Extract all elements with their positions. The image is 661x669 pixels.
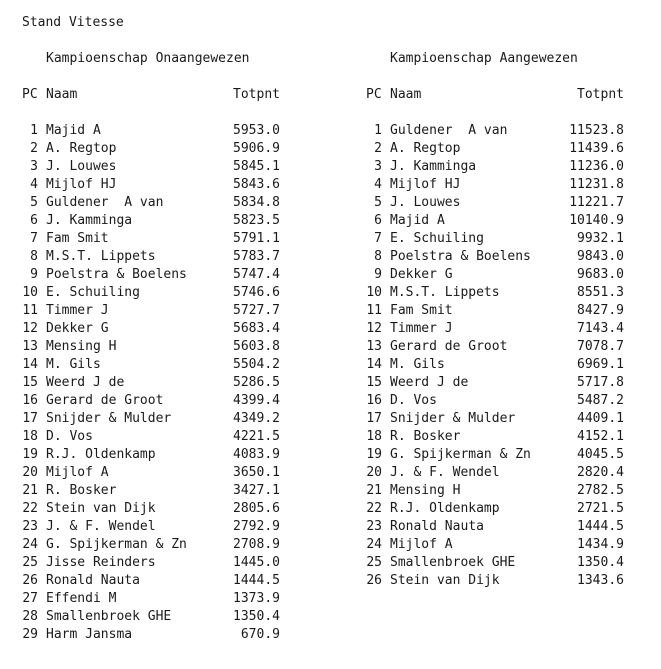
table-row — [366, 446, 624, 464]
name-cell: Stein van Dijk — [46, 501, 156, 516]
rank-cell: 5 — [30, 195, 38, 210]
points-cell: 5487.2 — [577, 393, 624, 408]
rank-cell: 26 — [366, 573, 382, 588]
table-row — [366, 482, 624, 500]
points-cell: 1445.0 — [233, 555, 280, 570]
name-cell: Fam Smit — [46, 231, 109, 246]
rank-cell: 1 — [30, 123, 38, 138]
table-row — [22, 194, 280, 212]
rank-cell: 19 — [22, 447, 38, 462]
points-cell: 6969.1 — [577, 357, 624, 372]
table-row — [366, 572, 624, 590]
rank-cell: 15 — [366, 375, 382, 390]
table-row — [22, 140, 280, 158]
rank-cell: 16 — [366, 393, 382, 408]
points-cell: 7143.4 — [577, 321, 624, 336]
table-row — [366, 194, 624, 212]
table-row — [22, 572, 280, 590]
points-cell: 2708.9 — [233, 537, 280, 552]
rank-cell: 1 — [374, 123, 382, 138]
table-row — [22, 446, 280, 464]
table-row — [22, 554, 280, 572]
rank-cell: 27 — [22, 591, 38, 606]
name-cell: Jisse Reinders — [46, 555, 156, 570]
rank-cell: 23 — [366, 519, 382, 534]
rank-cell: 11 — [22, 303, 38, 318]
header-naam: Naam — [390, 87, 422, 102]
name-cell: D. Vos — [390, 393, 437, 408]
points-cell: 11439.6 — [569, 141, 624, 156]
points-cell: 9843.0 — [577, 249, 624, 264]
name-cell: Guldener A van — [390, 123, 508, 138]
rank-cell: 24 — [22, 537, 38, 552]
points-cell: 1350.4 — [233, 609, 280, 624]
name-cell: M. Gils — [390, 357, 445, 372]
rank-cell: 10 — [366, 285, 382, 300]
points-cell: 670.9 — [240, 627, 280, 642]
points-cell: 5504.2 — [233, 357, 280, 372]
name-cell: Gerard de Groot — [390, 339, 508, 354]
name-cell: Timmer J — [46, 303, 109, 318]
table-row — [22, 410, 280, 428]
points-cell: 11221.7 — [569, 195, 624, 210]
rank-cell: 6 — [30, 213, 38, 228]
name-cell: M.S.T. Lippets — [46, 249, 156, 264]
name-cell: D. Vos — [46, 429, 93, 444]
section-heading — [22, 50, 280, 68]
rank-cell: 20 — [366, 465, 382, 480]
points-cell: 5286.5 — [233, 375, 280, 390]
section-heading-text: Kampioenschap Onaangewezen — [46, 51, 250, 66]
table-row — [366, 212, 624, 230]
table-row — [366, 410, 624, 428]
name-cell: R.J. Oldenkamp — [390, 501, 500, 516]
name-cell: Mijlof HJ — [390, 177, 461, 192]
points-cell: 4083.9 — [233, 447, 280, 462]
points-cell: 1444.5 — [233, 573, 280, 588]
table-row — [366, 248, 624, 266]
rank-cell: 21 — [366, 483, 382, 498]
table-row — [22, 392, 280, 410]
table-row — [366, 320, 624, 338]
name-cell: A. Regtop — [46, 141, 117, 156]
points-cell: 8551.3 — [577, 285, 624, 300]
table-row — [366, 140, 624, 158]
points-cell: 5843.6 — [233, 177, 280, 192]
table-row — [366, 158, 624, 176]
points-cell: 1434.9 — [577, 537, 624, 552]
points-cell: 5953.0 — [233, 123, 280, 138]
table-row — [22, 428, 280, 446]
rank-cell: 14 — [366, 357, 382, 372]
table-row — [366, 176, 624, 194]
rank-cell: 9 — [374, 267, 382, 282]
rank-cell: 18 — [22, 429, 38, 444]
standings-aangewezen — [366, 50, 624, 590]
points-cell: 5717.8 — [577, 375, 624, 390]
table-row — [366, 392, 624, 410]
name-cell: Weerd J de — [46, 375, 125, 390]
points-cell: 2792.9 — [233, 519, 280, 534]
name-cell: M. Gils — [46, 357, 101, 372]
table-row — [366, 356, 624, 374]
points-cell: 9683.0 — [577, 267, 624, 282]
name-cell: Smallenbroek GHE — [46, 609, 172, 624]
points-cell: 5834.8 — [233, 195, 280, 210]
name-cell: Snijder & Mulder — [390, 411, 516, 426]
name-cell: J. & F. Wendel — [46, 519, 156, 534]
points-cell: 8427.9 — [577, 303, 624, 318]
points-cell: 1343.6 — [577, 573, 624, 588]
rank-cell: 7 — [30, 231, 38, 246]
table-row — [366, 230, 624, 248]
points-cell: 1350.4 — [577, 555, 624, 570]
name-cell: J. & F. Wendel — [390, 465, 500, 480]
table-row — [22, 536, 280, 554]
rank-cell: 21 — [22, 483, 38, 498]
name-cell: J. Louwes — [46, 159, 117, 174]
rank-cell: 13 — [22, 339, 38, 354]
name-cell: Fam Smit — [390, 303, 453, 318]
header-pc: PC — [366, 87, 382, 102]
points-cell: 5783.7 — [233, 249, 280, 264]
name-cell: Ronald Nauta — [46, 573, 140, 588]
rank-cell: 18 — [366, 429, 382, 444]
name-cell: Harm Jansma — [46, 627, 133, 642]
table-row — [22, 176, 280, 194]
table-row — [22, 338, 280, 356]
standings-onaangewezen — [22, 50, 280, 644]
table-row — [22, 320, 280, 338]
points-cell: 5906.9 — [233, 141, 280, 156]
table-row — [22, 158, 280, 176]
points-cell: 5747.4 — [233, 267, 280, 282]
table-row — [366, 122, 624, 140]
header-pc: PC — [22, 87, 38, 102]
rank-cell: 17 — [22, 411, 38, 426]
rank-cell: 6 — [374, 213, 382, 228]
rank-cell: 16 — [22, 393, 38, 408]
rank-cell: 28 — [22, 609, 38, 624]
section-heading — [366, 50, 624, 68]
header-naam: Naam — [46, 87, 78, 102]
name-cell: Mijlof HJ — [46, 177, 117, 192]
name-cell: Dekker G — [46, 321, 109, 336]
points-cell: 4221.5 — [233, 429, 280, 444]
rank-cell: 12 — [22, 321, 38, 336]
name-cell: Smallenbroek GHE — [390, 555, 516, 570]
points-cell: 3650.1 — [233, 465, 280, 480]
page-title: Stand Vitesse — [22, 15, 124, 30]
table-row — [366, 464, 624, 482]
rank-cell: 29 — [22, 627, 38, 642]
table-rows — [22, 122, 280, 644]
points-cell: 4409.1 — [577, 411, 624, 426]
points-cell: 5791.1 — [233, 231, 280, 246]
name-cell: A. Regtop — [390, 141, 461, 156]
table-row — [22, 464, 280, 482]
name-cell: Effendi M — [46, 591, 117, 606]
name-cell: E. Schuiling — [390, 231, 484, 246]
name-cell: Mijlof A — [46, 465, 109, 480]
name-cell: Mensing H — [46, 339, 117, 354]
name-cell: Snijder & Mulder — [46, 411, 172, 426]
rank-cell: 25 — [366, 555, 382, 570]
points-cell: 4045.5 — [577, 447, 624, 462]
rank-cell: 4 — [30, 177, 38, 192]
table-row — [22, 122, 280, 140]
table-row — [366, 284, 624, 302]
table-row — [22, 302, 280, 320]
rank-cell: 22 — [22, 501, 38, 516]
table-row — [22, 374, 280, 392]
table-row — [22, 212, 280, 230]
name-cell: Weerd J de — [390, 375, 469, 390]
name-cell: Guldener A van — [46, 195, 164, 210]
points-cell: 11523.8 — [569, 123, 624, 138]
column-header-row — [22, 86, 280, 104]
name-cell: Dekker G — [390, 267, 453, 282]
rank-cell: 4 — [374, 177, 382, 192]
name-cell: J. Kamminga — [390, 159, 477, 174]
points-cell: 1444.5 — [577, 519, 624, 534]
rank-cell: 26 — [22, 573, 38, 588]
table-row — [22, 482, 280, 500]
rank-cell: 5 — [374, 195, 382, 210]
points-cell: 9932.1 — [577, 231, 624, 246]
table-row — [22, 266, 280, 284]
rank-cell: 12 — [366, 321, 382, 336]
rank-cell: 19 — [366, 447, 382, 462]
table-row — [366, 338, 624, 356]
points-cell: 11231.8 — [569, 177, 624, 192]
points-cell: 4399.4 — [233, 393, 280, 408]
table-row — [22, 356, 280, 374]
rank-cell: 23 — [22, 519, 38, 534]
table-row — [366, 302, 624, 320]
points-cell: 2805.6 — [233, 501, 280, 516]
name-cell: Poelstra & Boelens — [46, 267, 187, 282]
rank-cell: 13 — [366, 339, 382, 354]
table-row — [22, 230, 280, 248]
name-cell: G. Spijkerman & Zn — [390, 447, 531, 462]
rank-cell: 2 — [374, 141, 382, 156]
points-cell: 5746.6 — [233, 285, 280, 300]
points-cell: 2782.5 — [577, 483, 624, 498]
rank-cell: 25 — [22, 555, 38, 570]
points-cell: 4152.1 — [577, 429, 624, 444]
name-cell: Majid A — [46, 123, 101, 138]
points-cell: 5603.8 — [233, 339, 280, 354]
rank-cell: 8 — [30, 249, 38, 264]
table-row — [366, 554, 624, 572]
name-cell: Timmer J — [390, 321, 453, 336]
name-cell: J. Kamminga — [46, 213, 133, 228]
name-cell: M.S.T. Lippets — [390, 285, 500, 300]
name-cell: Ronald Nauta — [390, 519, 484, 534]
points-cell: 3427.1 — [233, 483, 280, 498]
table-row — [366, 266, 624, 284]
points-cell: 5845.1 — [233, 159, 280, 174]
points-cell: 5683.4 — [233, 321, 280, 336]
table-row — [22, 284, 280, 302]
rank-cell: 15 — [22, 375, 38, 390]
points-cell: 11236.0 — [569, 159, 624, 174]
table-row — [22, 608, 280, 626]
rank-cell: 8 — [374, 249, 382, 264]
name-cell: Stein van Dijk — [390, 573, 500, 588]
table-row — [22, 590, 280, 608]
table-row — [22, 248, 280, 266]
table-rows — [366, 122, 624, 590]
points-cell: 7078.7 — [577, 339, 624, 354]
table-row — [366, 374, 624, 392]
name-cell: R. Bosker — [46, 483, 117, 498]
name-cell: Gerard de Groot — [46, 393, 164, 408]
points-cell: 2721.5 — [577, 501, 624, 516]
header-totpnt: Totpnt — [577, 87, 624, 102]
table-row — [366, 518, 624, 536]
table-row — [366, 536, 624, 554]
name-cell: Mensing H — [390, 483, 461, 498]
name-cell: Poelstra & Boelens — [390, 249, 531, 264]
points-cell: 2820.4 — [577, 465, 624, 480]
rank-cell: 24 — [366, 537, 382, 552]
rank-cell: 17 — [366, 411, 382, 426]
rank-cell: 3 — [30, 159, 38, 174]
points-cell: 1373.9 — [233, 591, 280, 606]
rank-cell: 7 — [374, 231, 382, 246]
name-cell: J. Louwes — [390, 195, 461, 210]
column-header-row — [366, 86, 624, 104]
name-cell: Majid A — [390, 213, 445, 228]
table-row — [366, 500, 624, 518]
rank-cell: 2 — [30, 141, 38, 156]
points-cell: 4349.2 — [233, 411, 280, 426]
points-cell: 10140.9 — [569, 213, 624, 228]
section-heading-text: Kampioenschap Aangewezen — [390, 51, 578, 66]
table-row — [366, 428, 624, 446]
rank-cell: 20 — [22, 465, 38, 480]
table-row — [22, 500, 280, 518]
name-cell: R. Bosker — [390, 429, 461, 444]
rank-cell: 11 — [366, 303, 382, 318]
points-cell: 5727.7 — [233, 303, 280, 318]
name-cell: E. Schuiling — [46, 285, 140, 300]
rank-cell: 22 — [366, 501, 382, 516]
table-row — [22, 518, 280, 536]
rank-cell: 10 — [22, 285, 38, 300]
rank-cell: 14 — [22, 357, 38, 372]
name-cell: Mijlof A — [390, 537, 453, 552]
table-row — [22, 626, 280, 644]
rank-cell: 3 — [374, 159, 382, 174]
rank-cell: 9 — [30, 267, 38, 282]
header-totpnt: Totpnt — [233, 87, 280, 102]
points-cell: 5823.5 — [233, 213, 280, 228]
name-cell: R.J. Oldenkamp — [46, 447, 156, 462]
name-cell: G. Spijkerman & Zn — [46, 537, 187, 552]
